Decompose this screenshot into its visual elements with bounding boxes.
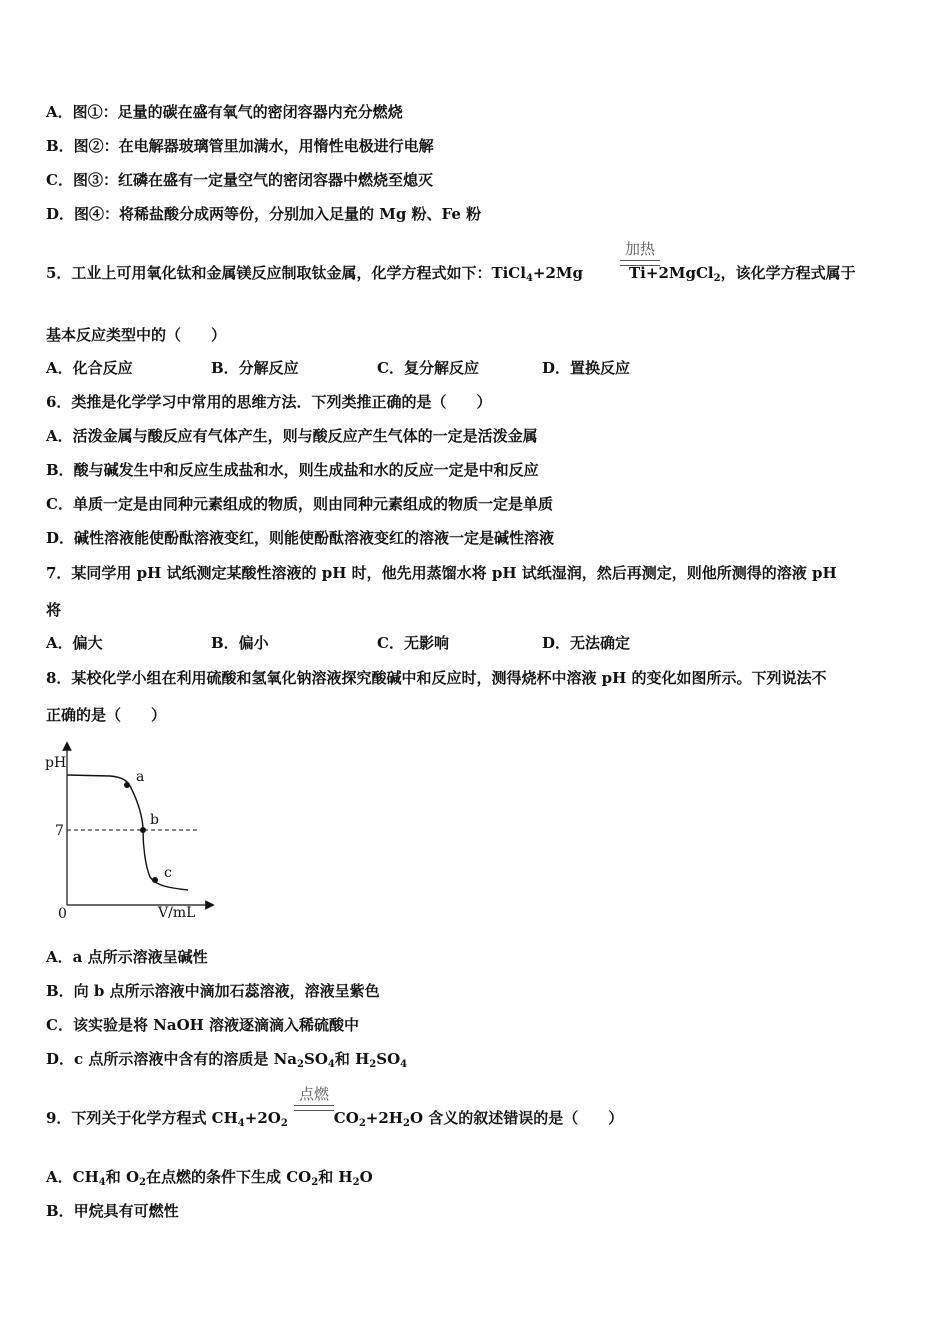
x-axis-label: V/mL xyxy=(158,905,196,921)
q4-option-a: A．图①：足量的碳在盛有氧气的密闭容器内充分燃烧 xyxy=(46,103,403,121)
q6-option-d: D．碱性溶液能使酚酞溶液变红，则能使酚酞溶液变红的溶液一定是碱性溶液 xyxy=(46,529,555,547)
q8-option-c: C．该实验是将 NaOH 溶液逐滴滴入稀硫酸中 xyxy=(46,1016,360,1034)
q7-option-d: D．无法确定 xyxy=(542,634,631,652)
q9-option-a: A．$CH_4$和 $O_2$在点燃的条件下生成 $CO_2$和 $H_2O$ xyxy=(46,1168,373,1188)
q9-option-b: B．甲烷具有可燃性 xyxy=(46,1202,179,1220)
q5-option-d: D．置换反应 xyxy=(542,359,631,377)
q6-option-a: A．活泼金属与酸反应有气体产生，则与酸反应产生气体的一定是活泼金属 xyxy=(46,427,538,445)
q5-option-a: A．化合反应 xyxy=(46,359,133,377)
q7-option-a: A．偏大 xyxy=(46,634,103,652)
origin-label: 0 xyxy=(58,906,67,922)
point-b-marker xyxy=(140,827,146,833)
q8-option-b: B．向 b 点所示溶液中滴加石蕊溶液，溶液呈紫色 xyxy=(46,982,380,1000)
q7-stem-line1: 7．某同学用 pH 试纸测定某酸性溶液的 pH 时，他先用蒸馏水将 pH 试纸湿润，然后再测定，则他所测得的溶液 pH xyxy=(46,564,837,582)
q4-option-c: C．图③：红磷在盛有一定量空气的密闭容器中燃烧至熄灭 xyxy=(46,171,433,189)
q9-reaction-condition: 点燃 xyxy=(298,1085,329,1103)
q5-stem-line2: 基本反应类型中的（ ） xyxy=(46,326,227,344)
point-a-label: a xyxy=(136,769,145,785)
point-c-label: c xyxy=(164,865,172,881)
q7-option-b: B．偏小 xyxy=(211,634,269,652)
ph7-label: 7 xyxy=(55,823,64,839)
ph-titration-graph xyxy=(40,740,220,925)
q8-stem-line1: 8．某校化学小组在利用硫酸和氢氧化钠溶液探究酸碱中和反应时，测得烧杯中溶液 pH 的变化如图所示。下列说法不 xyxy=(46,669,827,687)
q5-stem-line1: 5．工业上可用氧化钛和金属镁反应制取钛金属，化学方程式如下：TiCl$_4$+2Mg Ti+2MgCl$_2$，该化学方程式属于 xyxy=(46,264,856,284)
q7-option-c: C．无影响 xyxy=(377,634,449,652)
q4-option-d: D．图④：将稀盐酸分成两等份，分别加入足量的 Mg 粉、Fe 粉 xyxy=(46,205,482,223)
q8-stem-line2: 正确的是（ ） xyxy=(46,706,167,724)
point-c-marker xyxy=(152,877,158,883)
q8-option-a: A．a 点所示溶液呈碱性 xyxy=(46,948,208,966)
q5-option-c: C．复分解反应 xyxy=(377,359,479,377)
q9-stem: 9．下列关于化学方程式 $CH_4+2O_2$ $CO_2+2H_2O$ 含义的叙述错误的是（ ） xyxy=(46,1109,624,1129)
point-a-marker xyxy=(124,782,130,788)
q6-option-c: C．单质一定是由同种元素组成的物质，则由同种元素组成的物质一定是单质 xyxy=(46,495,553,513)
q5-option-b: B．分解反应 xyxy=(211,359,299,377)
q5-reaction-condition: 加热 xyxy=(624,240,655,258)
q7-stem-line2: 将 xyxy=(46,601,62,619)
q6-option-b: B．酸与碱发生中和反应生成盐和水，则生成盐和水的反应一定是中和反应 xyxy=(46,461,539,479)
q4-option-b: B．图②：在电解器玻璃管里加满水，用惰性电极进行电解 xyxy=(46,137,434,155)
y-axis-label: pH xyxy=(45,755,67,771)
q6-stem: 6．类推是化学学习中常用的思维方法．下列类推正确的是（ ） xyxy=(46,393,492,411)
q8-option-d: D．c 点所示溶液中含有的溶质是 $Na_2SO_4$和 $H_2SO_4$ xyxy=(46,1050,408,1070)
point-b-label: b xyxy=(150,812,159,828)
